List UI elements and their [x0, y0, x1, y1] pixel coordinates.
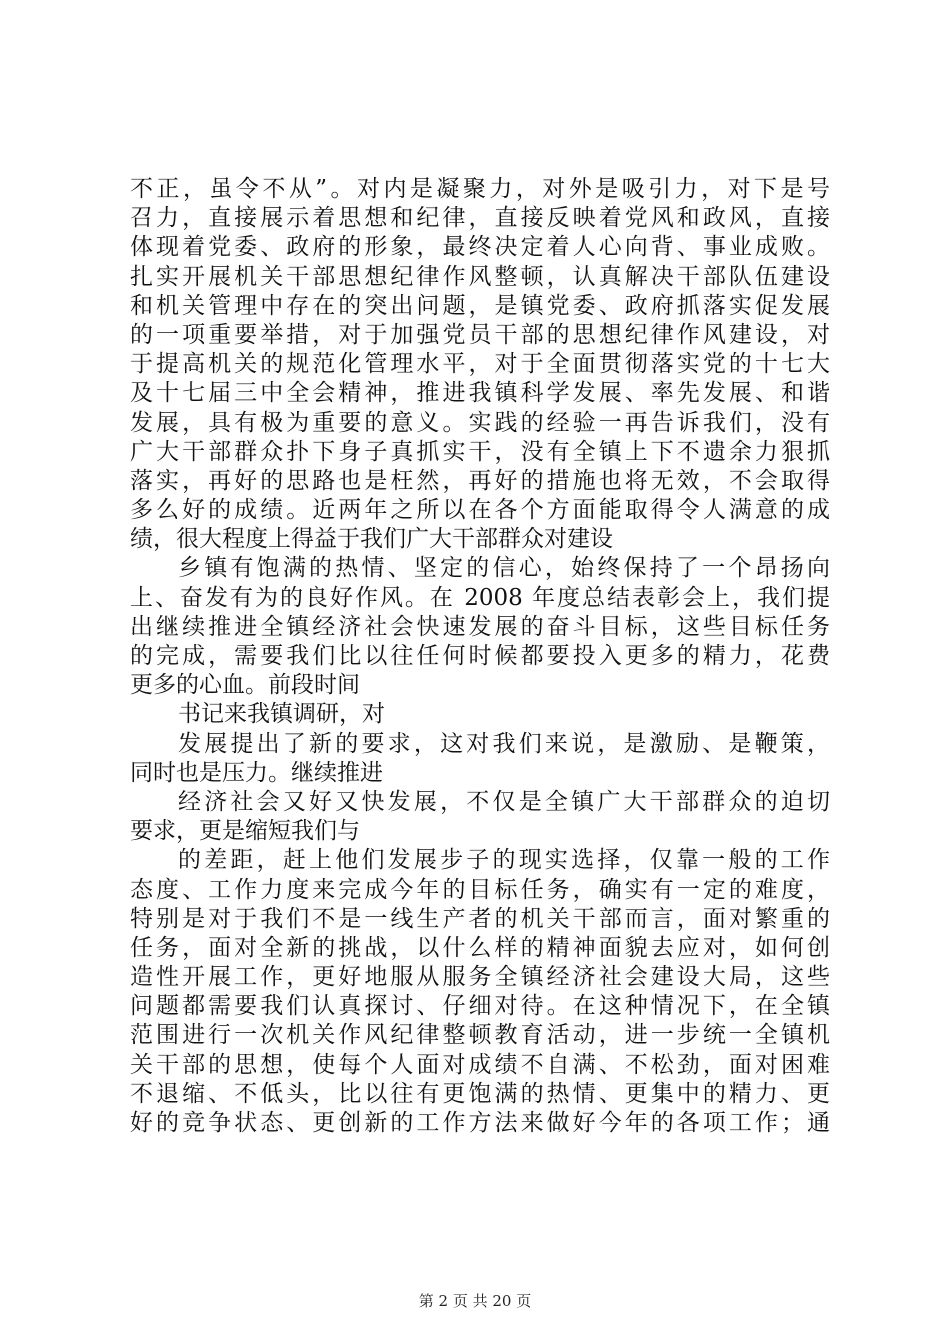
text-line: 特别是对于我们不是一线生产者的机关干部而言，面对繁重的 [130, 905, 830, 932]
text-line: 任务，面对全新的挑战，以什么样的精神面貌去应对，如何创 [130, 934, 830, 961]
text-line: 不正，虽令不从”。对内是凝聚力，对外是吸引力，对下是号 [130, 176, 830, 202]
text-line: 要求，更是缩短我们与 [130, 818, 360, 845]
text-line: 召力，直接展示着思想和纪律，直接反映着党风和政风，直接 [130, 205, 830, 232]
text-line: 范围进行一次机关作风纪律整顿教育活动，进一步统一全镇机 [130, 1022, 830, 1049]
text-line: 的一项重要举措，对于加强党员干部的思想纪律作风建设，对 [130, 321, 830, 348]
text-line: 关干部的思想，使每个人面对成绩不自满、不松劲，面对困难 [130, 1051, 830, 1078]
text-line: 同时也是压力。继续推进 [130, 759, 383, 786]
text-line: 不退缩、不低头，比以往有更饱满的热情、更集中的精力、更 [130, 1080, 830, 1107]
text-line: 落实，再好的思路也是枉然，再好的措施也将无效，不会取得 [130, 467, 830, 494]
text-line: 绩，很大程度上得益于我们广大干部群众对建设 [130, 526, 613, 553]
text-line: 好的竞争状态、更创新的工作方法来做好今年的各项工作；通 [130, 1110, 830, 1136]
text-line: 扎实开展机关干部思想纪律作风整顿，认真解决干部队伍建设 [130, 263, 830, 290]
text-line: 更多的心血。前段时间 [130, 672, 360, 699]
text-line: 态度、工作力度来完成今年的目标任务，确实有一定的难度， [130, 876, 830, 903]
body-text [130, 175, 830, 1138]
text-line: 问题都需要我们认真探讨、仔细对待。在这种情况下，在全镇 [130, 993, 830, 1020]
text-line: 多么好的成绩。近两年之所以在各个方面能取得令人满意的成 [130, 497, 830, 524]
text-line: 的差距，赶上他们发展步子的现实选择，仅靠一般的工作 [178, 847, 830, 874]
text-line: 书记来我镇调研，对 [178, 701, 385, 728]
text-line: 及十七届三中全会精神，推进我镇科学发展、率先发展、和谐 [130, 380, 830, 407]
text-line: 体现着党委、政府的形象，最终决定着人心向背、事业成败。 [130, 234, 830, 261]
text-line: 和机关管理中存在的突出问题，是镇党委、政府抓落实促发展 [130, 292, 830, 319]
text-line: 出继续推进全镇经济社会快速发展的奋斗目标，这些目标任务 [130, 613, 830, 640]
text-line: 经济社会又好又快发展，不仅是全镇广大干部群众的迫切 [178, 788, 830, 815]
text-line: 广大干部群众扑下身子真抓实干，没有全镇上下不遗余力狠抓 [130, 438, 830, 465]
text-line: 造性开展工作，更好地服从服务全镇经济社会建设大局，这些 [130, 964, 830, 991]
text-line: 的完成，需要我们比以往任何时候都要投入更多的精力，花费 [130, 643, 830, 669]
text-line: 于提高机关的规范化管理水平，对于全面贯彻落实党的十七大 [130, 351, 830, 378]
text-line: 上、奋发有为的良好作风。在 2008 年度总结表彰会上，我们提 [130, 584, 830, 611]
page-footer: 第 2 页 共 20 页 [418, 1292, 532, 1310]
text-line: 发展，具有极为重要的意义。实践的经验一再告诉我们，没有 [130, 409, 830, 436]
text-line: 发展提出了新的要求，这对我们来说，是激励、是鞭策， [178, 730, 830, 757]
text-line: 乡镇有饱满的热情、坚定的信心，始终保持了一个昂扬向 [178, 555, 830, 582]
